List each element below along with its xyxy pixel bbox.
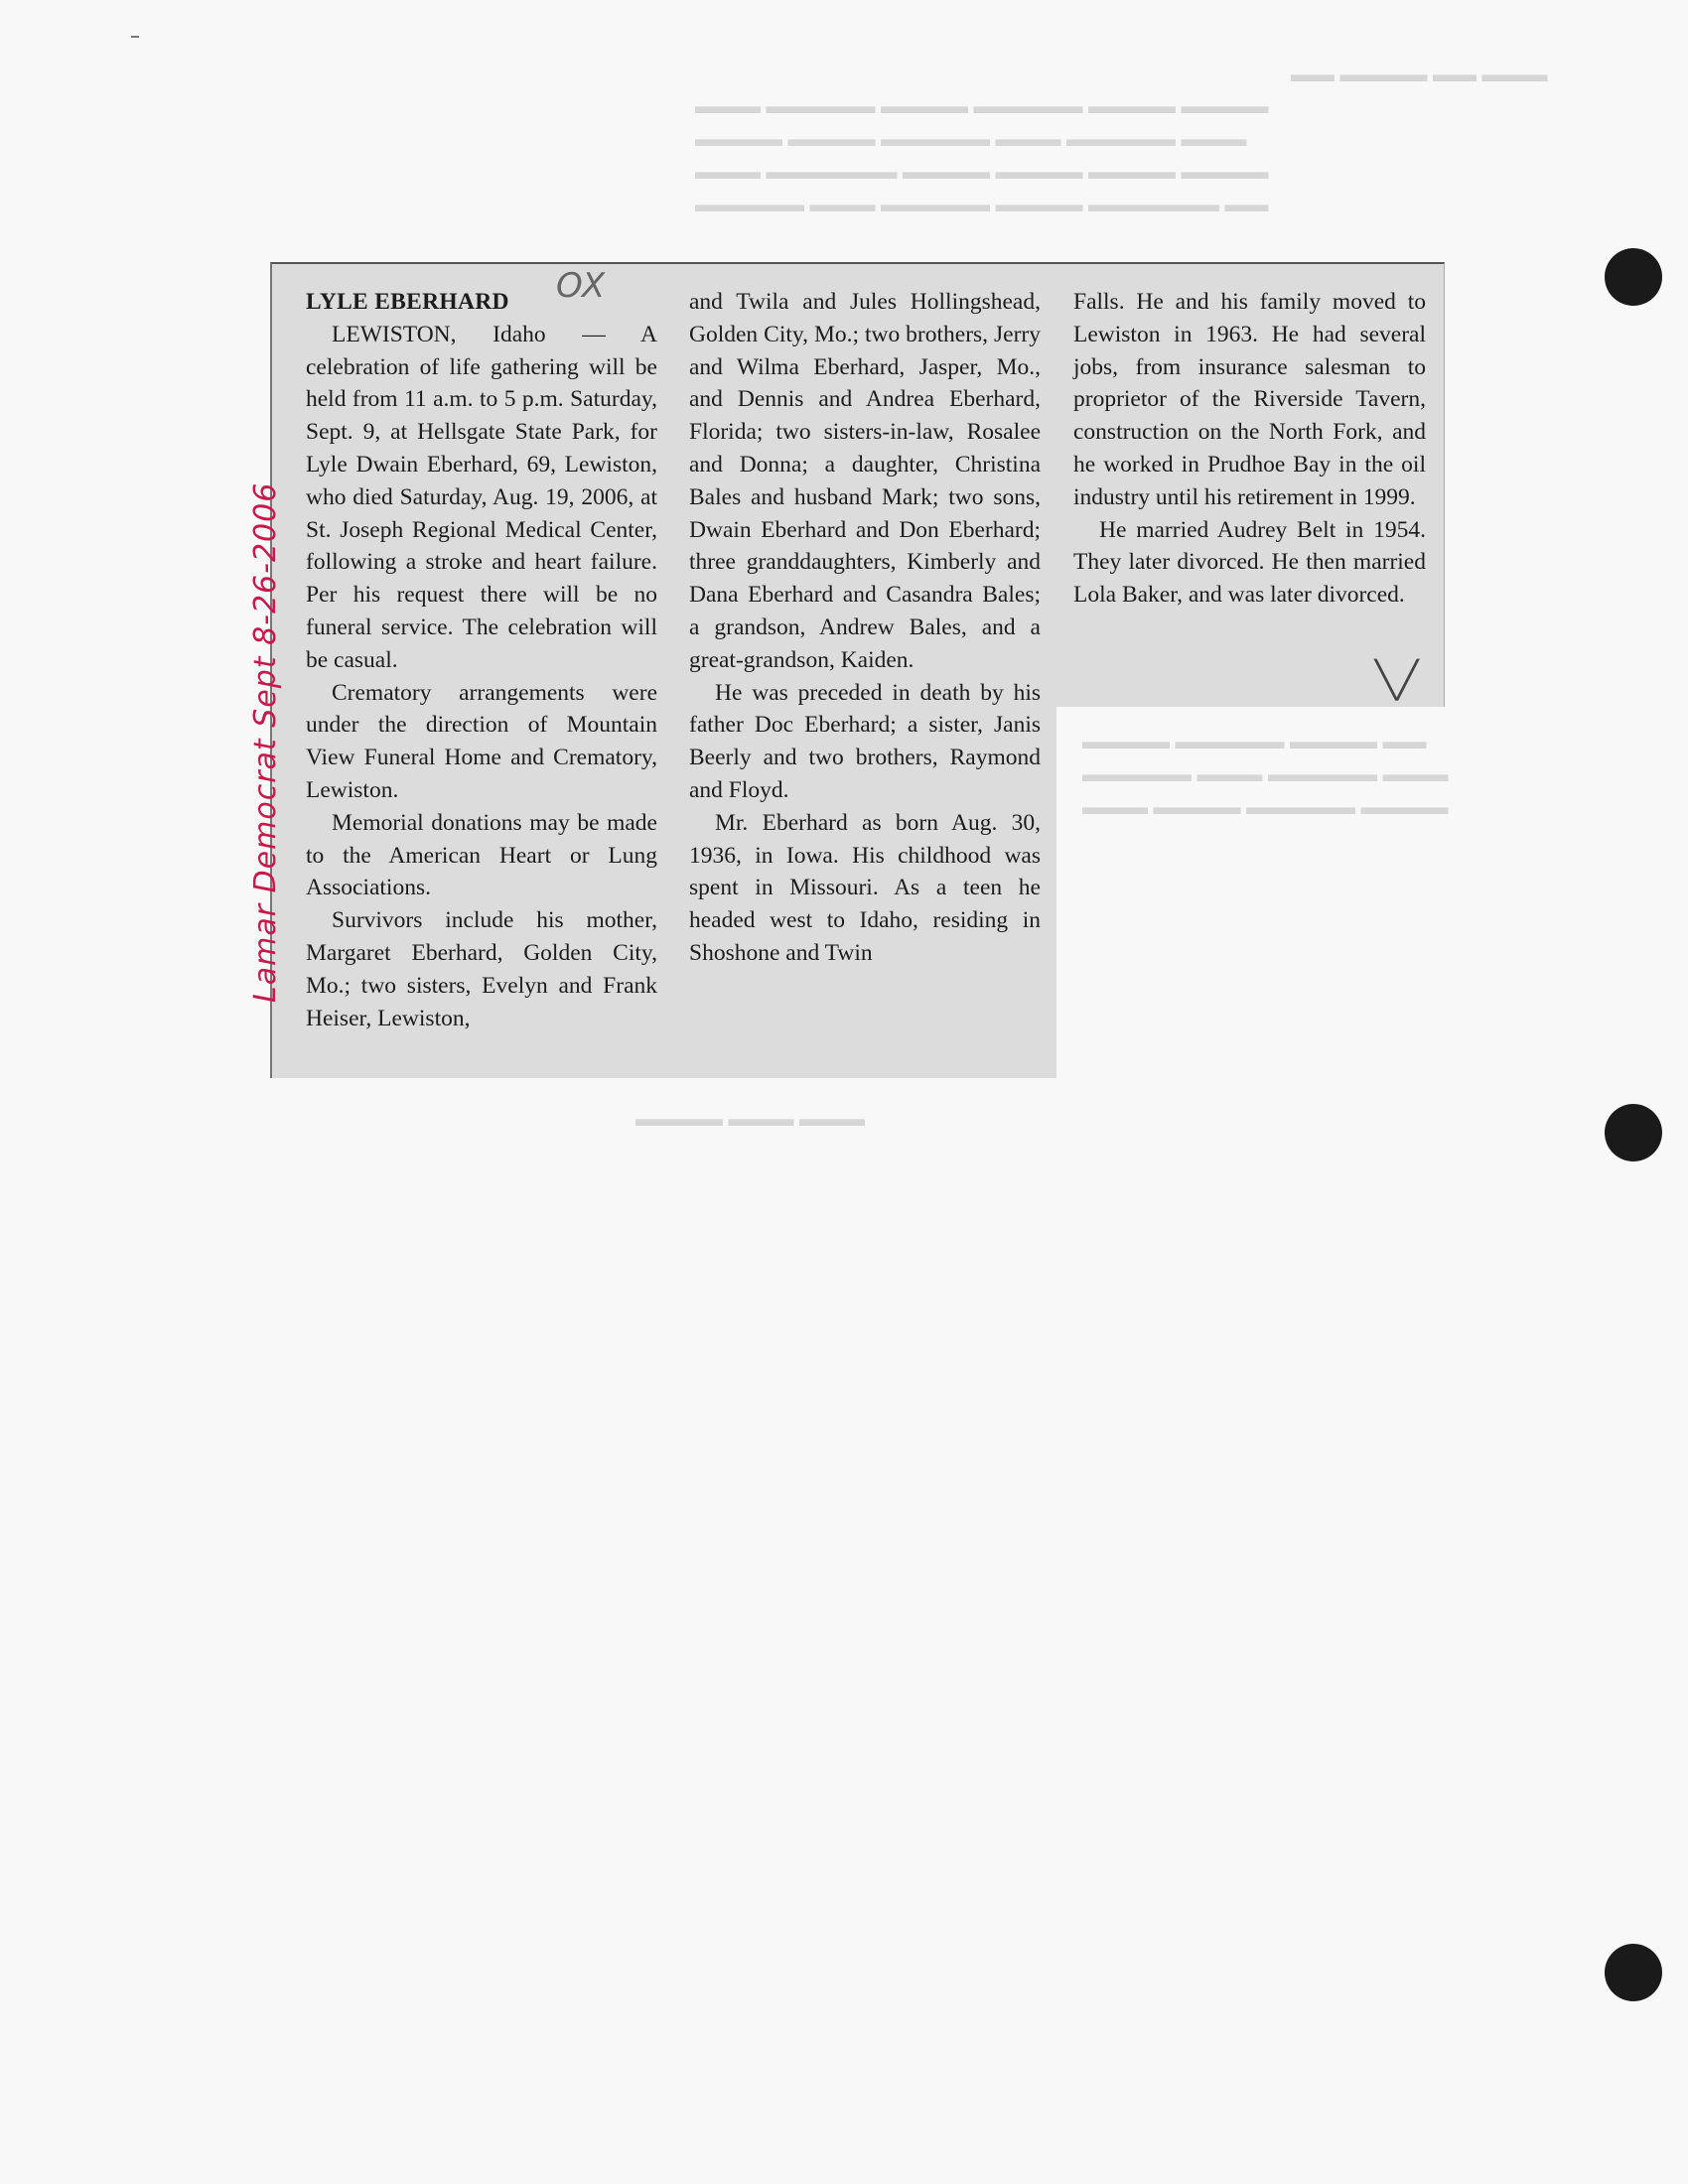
paragraph-survivors-continued: and Twila and Jules Hollingshead, Golden City, Mo.; two brothers, Jerry and Wilma Eberhard, Jasper, Mo., and Dennis and Andrea Eberhard, Florida; two sisters-in-law, Rosalee and Donna; a daughter, Christina Bales and husband Mark; two sons, Dwain Eberhard and Don Eberhard; three granddaughters, Kimberly and Dana Eberhard and Casandra Bales; a grandson, Andrew Bales, and a great-grandson, Kaiden. bbox=[689, 289, 1041, 673]
bleed-through-text: ▬▬▬▬ ▬▬▬▬ ▬▬▬▬▬ ▬▬▬ ▬▬▬▬▬ ▬▬▬ bbox=[695, 126, 1247, 151]
paragraph-crematory: Crematory arrangements were under the direction of Mountain View Funeral Home and Crematory, Lewiston. bbox=[306, 679, 657, 803]
paragraph-early-life: Mr. Eberhard as born Aug. 30, 1936, in Iowa. His childhood was spent in Missouri. As a teen he headed west to Idaho, residing in Shoshone and Twin bbox=[689, 809, 1041, 966]
bleed-through-text: ▬▬▬▬▬ ▬▬▬ ▬▬▬▬▬ ▬▬▬ bbox=[1082, 761, 1449, 786]
bleed-through-text: ▬▬▬ ▬▬▬▬▬ ▬▬▬▬ ▬▬▬▬▬ ▬▬▬▬ ▬▬▬▬ bbox=[695, 93, 1269, 118]
paragraph-announcement: LEWISTON, Idaho — A celebration of life gathering will be held from 11 a.m. to 5 p.m. Saturday, Sept. 9, at Hellsgate State Park, for Lyle Dwain Eberhard, 69, Lewiston, who died Saturday, Aug. 19, 2006, at St. Joseph Regional Medical Center, following a stroke and heart failure. Per his request there will be no funeral service. The celebration will be casual. bbox=[306, 321, 657, 673]
bleed-through-text: ▬▬▬▬▬ ▬▬▬ ▬▬▬▬▬ ▬▬▬▬ ▬▬▬▬▬▬ ▬▬ bbox=[695, 192, 1269, 216]
bleed-through-text: ▬▬▬▬ ▬▬▬ ▬▬▬ bbox=[635, 1106, 865, 1131]
obituary-headline: LYLE EBERHARD bbox=[306, 289, 509, 315]
margin-mark: OX bbox=[556, 266, 606, 306]
paragraph-survivors: Survivors include his mother, Margaret Eberhard, Golden City, Mo.; two sisters, Evelyn and Frank Heiser, Lewiston, bbox=[306, 907, 657, 1031]
paragraph-marriage: He married Audrey Belt in 1954. They later divorced. He then married Lola Baker, and was later divorced. bbox=[1073, 516, 1426, 609]
paragraph-career: Falls. He and his family moved to Lewiston in 1963. He had several jobs, from insurance salesman to proprietor of the Riverside Tavern, construction on the North Fork, and he worked in Prudhoe Bay in the oil industry until his retirement in 1999. bbox=[1073, 289, 1426, 510]
check-mark: ╲╱ bbox=[1375, 660, 1419, 701]
bleed-through-text: ▬▬ ▬▬▬▬ ▬▬ ▬▬▬ bbox=[1291, 62, 1548, 86]
bleed-through-text: ▬▬▬▬ ▬▬▬▬▬ ▬▬▬▬ ▬▬ bbox=[1082, 729, 1427, 753]
paragraph-preceded: He was preceded in death by his father Doc Eberhard; a sister, Janis Beerly and two brothers, Raymond and Floyd. bbox=[689, 679, 1041, 803]
obituary-column-1 bbox=[306, 286, 657, 1034]
binder-hole-top bbox=[1605, 248, 1662, 306]
handwritten-source-note: Lamar Democrat Sept 8-26-2006 bbox=[248, 481, 283, 1003]
binder-hole-bottom bbox=[1605, 1944, 1662, 2001]
paragraph-memorial: Memorial donations may be made to the American Heart or Lung Associations. bbox=[306, 809, 657, 901]
obituary-column-2 bbox=[689, 286, 1041, 970]
bleed-through-text: ▬▬▬ ▬▬▬▬ ▬▬▬▬▬ ▬▬▬▬ bbox=[1082, 794, 1449, 819]
binder-hole-middle bbox=[1605, 1104, 1662, 1161]
obituary-column-3 bbox=[1073, 286, 1426, 612]
bleed-through-text: ▬▬▬ ▬▬▬▬▬▬ ▬▬▬▬ ▬▬▬▬ ▬▬▬▬ ▬▬▬▬ bbox=[695, 159, 1269, 184]
scan-speck bbox=[131, 36, 139, 38]
